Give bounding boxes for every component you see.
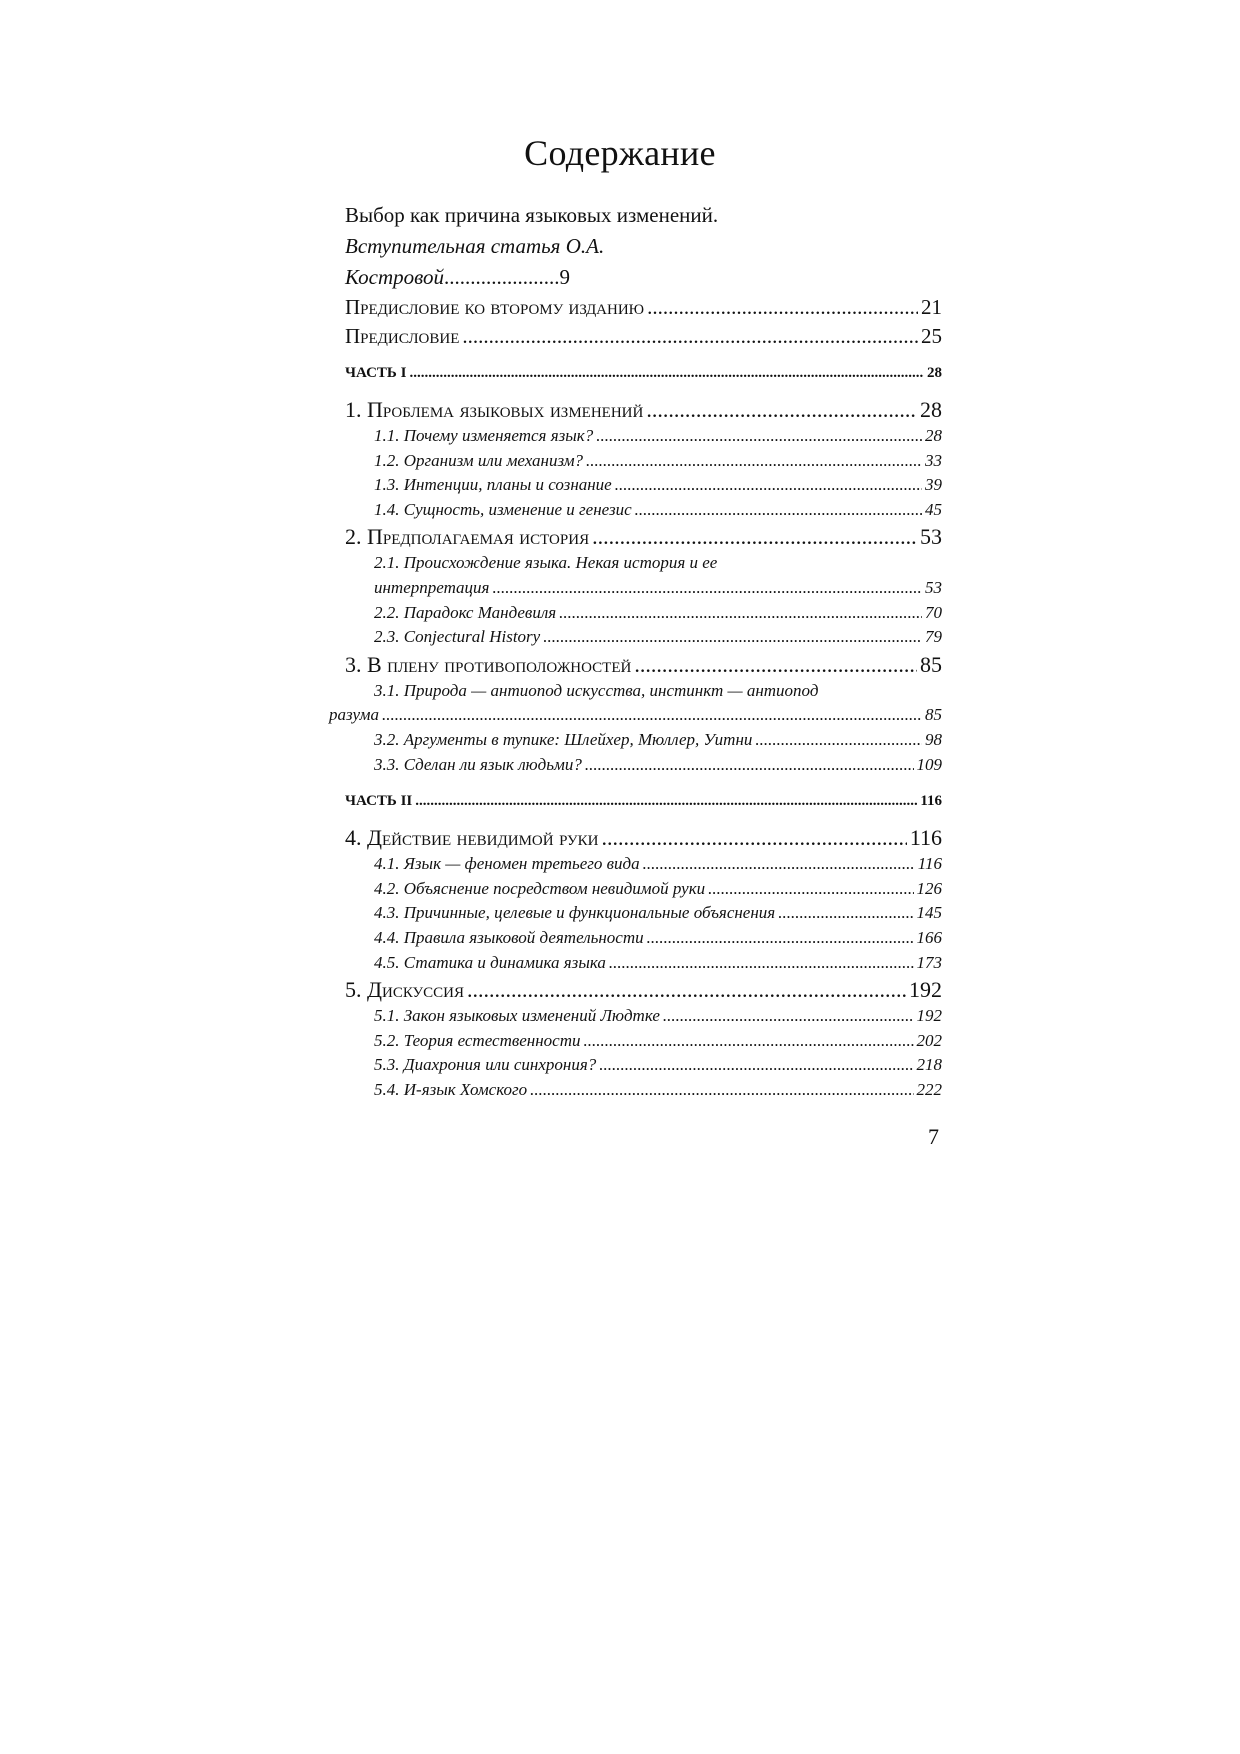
toc-chapter-5[interactable] bbox=[345, 975, 942, 1004]
page-title: Содержание bbox=[524, 133, 716, 173]
toc-page: 28 bbox=[927, 365, 942, 381]
toc-section[interactable] bbox=[345, 473, 942, 498]
toc-page: 85 bbox=[925, 705, 942, 725]
toc-label: 1.4. Сущность, изменение и генезис bbox=[374, 499, 632, 519]
toc-section[interactable] bbox=[345, 1004, 942, 1029]
toc-page: 222 bbox=[916, 1079, 942, 1099]
toc-page: 79 bbox=[925, 627, 942, 647]
toc-page: 21 bbox=[921, 295, 942, 319]
toc-section[interactable] bbox=[345, 1029, 942, 1054]
toc-section[interactable] bbox=[345, 753, 942, 778]
toc-page: 28 bbox=[925, 426, 942, 445]
toc-label: 5.2. Теория естественности bbox=[374, 1030, 581, 1050]
toc-page: 53 bbox=[925, 577, 942, 597]
toc-section[interactable] bbox=[329, 703, 942, 728]
toc-page: 116 bbox=[920, 793, 942, 810]
toc-label: 1. Проблема языковых изменений bbox=[345, 397, 644, 422]
dot-leader bbox=[415, 791, 917, 811]
intro-page: 9 bbox=[559, 265, 570, 289]
toc-page: 116 bbox=[917, 854, 942, 874]
toc-section[interactable] bbox=[345, 728, 942, 753]
toc-page: 39 bbox=[925, 475, 942, 495]
toc-page: 173 bbox=[916, 952, 942, 972]
dot-leader bbox=[663, 1004, 914, 1029]
intro-line3 bbox=[345, 262, 942, 293]
toc-chapter-1[interactable] bbox=[345, 395, 942, 424]
toc-label: Предисловие ко второму изданию bbox=[345, 295, 645, 319]
toc-label: 5.4. И-язык Хомского bbox=[374, 1079, 528, 1099]
page-number: 7 bbox=[928, 1124, 939, 1149]
toc-page: 53 bbox=[920, 524, 942, 550]
toc-page: 192 bbox=[916, 1006, 942, 1026]
toc-label: 4.2. Объяснение посредством невидимой руки bbox=[374, 878, 706, 898]
toc-label: разума bbox=[329, 705, 379, 725]
toc-page: 98 bbox=[925, 729, 942, 749]
intro-leader: ...................... bbox=[443, 265, 560, 289]
toc-label: 1.1. Почему изменяется язык? bbox=[374, 426, 594, 445]
intro-entry[interactable] bbox=[345, 200, 942, 293]
dot-leader bbox=[585, 753, 914, 778]
toc-page: 85 bbox=[920, 651, 942, 677]
dot-leader bbox=[647, 926, 914, 951]
toc-section[interactable] bbox=[345, 877, 942, 902]
toc-page: 145 bbox=[916, 903, 942, 923]
toc-entry-preface-second[interactable] bbox=[345, 293, 942, 322]
toc-label: ЧАСТЬ II bbox=[345, 793, 413, 810]
toc-section[interactable] bbox=[345, 926, 942, 951]
dot-leader bbox=[492, 576, 922, 601]
toc-label: ЧАСТЬ I bbox=[345, 365, 407, 381]
dot-leader bbox=[462, 322, 918, 351]
dot-leader bbox=[467, 975, 906, 1004]
intro-line1: Выбор как причина языковых изменений. bbox=[345, 203, 719, 227]
toc-label: 4.3. Причинные, целевые и функциональные объяснения bbox=[374, 903, 776, 923]
intro-line3-text: Костровой bbox=[345, 265, 444, 289]
toc-label: 5. Дискуссия bbox=[345, 977, 465, 1003]
dot-leader bbox=[599, 1053, 913, 1078]
dot-leader bbox=[586, 449, 922, 474]
toc-label: 5.3. Диахрония или синхрония? bbox=[374, 1055, 597, 1075]
dot-leader bbox=[755, 728, 922, 753]
toc-label: интерпретация bbox=[374, 577, 490, 597]
toc-label: 1.2. Организм или механизм? bbox=[374, 450, 584, 470]
dot-leader bbox=[615, 473, 922, 498]
toc-section[interactable] bbox=[345, 1053, 942, 1078]
dot-leader bbox=[778, 901, 913, 926]
toc-label: 4. Действие невидимой руки bbox=[345, 825, 599, 851]
dot-leader bbox=[647, 293, 918, 322]
intro-line2: Вступительная статья О.А. bbox=[345, 234, 605, 258]
table-of-contents bbox=[329, 200, 942, 1102]
toc-page: 126 bbox=[916, 878, 942, 898]
dot-leader bbox=[708, 877, 913, 902]
dot-leader bbox=[559, 601, 922, 626]
dot-leader bbox=[409, 363, 924, 383]
toc-entry-preface[interactable] bbox=[345, 322, 942, 351]
toc-label: 3.2. Аргументы в тупике: Шлейхер, Мюллер, Уитни bbox=[374, 729, 753, 749]
toc-section[interactable] bbox=[345, 852, 942, 877]
toc-page: 202 bbox=[916, 1030, 942, 1050]
toc-section[interactable] bbox=[345, 576, 942, 601]
toc-section-wrapped-line1[interactable]: 2.1. Происхождение языка. Некая история и ее bbox=[374, 553, 718, 573]
dot-leader bbox=[592, 522, 917, 551]
toc-page: 25 bbox=[921, 324, 942, 348]
toc-page: 70 bbox=[925, 602, 942, 622]
toc-label: 3.3. Сделан ли язык людьми? bbox=[374, 754, 582, 774]
dot-leader bbox=[609, 951, 914, 976]
dot-leader bbox=[635, 498, 922, 523]
toc-label: 4.1. Язык — феномен третьего вида bbox=[374, 854, 640, 874]
toc-section[interactable] bbox=[345, 951, 942, 976]
dot-leader bbox=[583, 1029, 913, 1054]
toc-section[interactable] bbox=[345, 449, 942, 474]
toc-label: Предисловие bbox=[345, 324, 460, 348]
toc-label: 2. Предполагаемая история bbox=[345, 524, 590, 550]
toc-section[interactable] bbox=[345, 498, 942, 523]
toc-section[interactable] bbox=[345, 625, 942, 650]
dot-leader bbox=[596, 424, 922, 449]
toc-page: 28 bbox=[920, 397, 942, 422]
dot-leader bbox=[602, 823, 907, 852]
toc-label: 5.1. Закон языковых изменений Людтке bbox=[374, 1006, 660, 1026]
toc-label: 4.5. Статика и динамика языка bbox=[374, 952, 606, 972]
toc-page: 33 bbox=[925, 450, 942, 470]
toc-label: 1.3. Интенции, планы и сознание bbox=[374, 475, 612, 495]
toc-label: 2.3. Conjectural History bbox=[374, 627, 541, 647]
toc-part-1[interactable] bbox=[345, 363, 942, 383]
dot-leader bbox=[543, 625, 922, 650]
dot-leader bbox=[382, 703, 922, 728]
toc-label: 2.2. Парадокс Мандевиля bbox=[374, 602, 557, 622]
toc-page: 109 bbox=[916, 754, 942, 774]
toc-chapter-4[interactable] bbox=[345, 823, 942, 852]
toc-label: 3. В плену противоположностей bbox=[345, 651, 632, 677]
toc-chapter-2[interactable] bbox=[345, 522, 942, 551]
toc-page: 218 bbox=[916, 1055, 942, 1075]
toc-page: 192 bbox=[909, 977, 942, 1003]
toc-section[interactable] bbox=[345, 424, 942, 449]
toc-chapter-3[interactable] bbox=[345, 650, 942, 679]
toc-label: 4.4. Правила языковой деятельности bbox=[374, 927, 644, 947]
toc-section[interactable] bbox=[345, 901, 942, 926]
toc-page: 45 bbox=[925, 499, 942, 519]
dot-leader bbox=[643, 852, 915, 877]
toc-section[interactable] bbox=[345, 1078, 942, 1103]
dot-leader bbox=[634, 650, 917, 679]
toc-page: 166 bbox=[916, 927, 942, 947]
toc-section-wrapped-line1[interactable]: 3.1. Природа — антиопод искусства, инстинкт — антиопод bbox=[374, 680, 819, 700]
toc-section[interactable] bbox=[345, 601, 942, 626]
dot-leader bbox=[646, 395, 917, 424]
toc-page: 116 bbox=[909, 825, 942, 851]
dot-leader bbox=[530, 1078, 913, 1103]
toc-part-2[interactable] bbox=[345, 791, 942, 811]
